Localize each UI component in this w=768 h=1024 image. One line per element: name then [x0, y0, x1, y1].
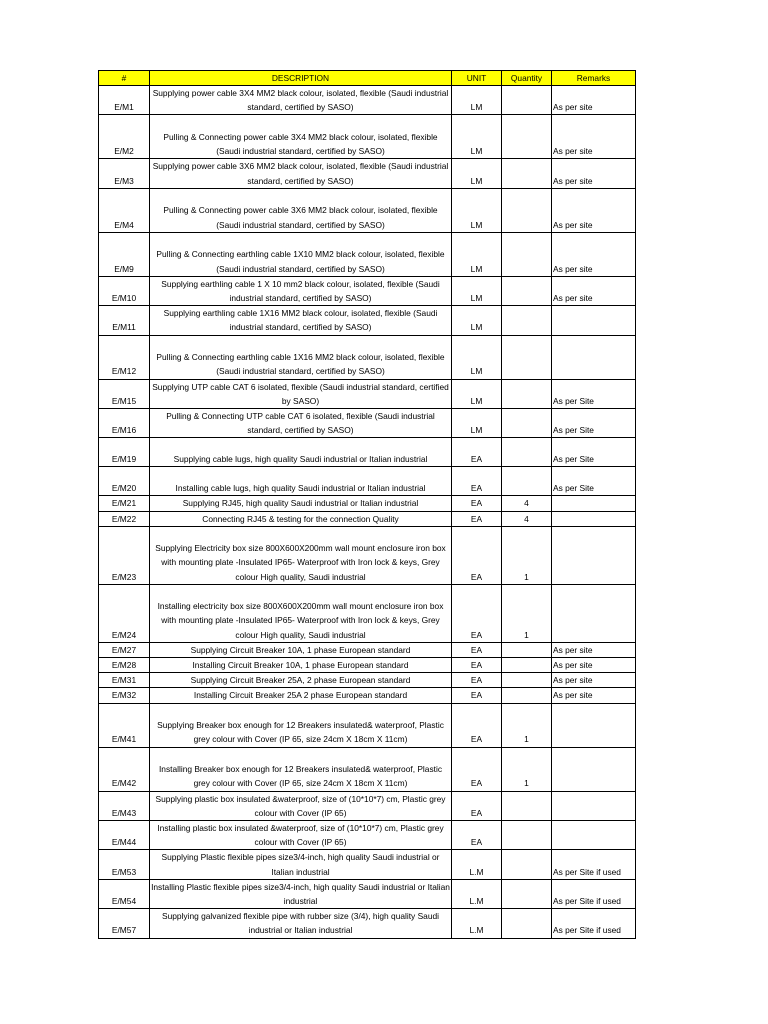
cell-unit: LM — [452, 409, 502, 438]
table-row — [99, 511, 636, 526]
cell-quantity — [502, 306, 552, 335]
cell-remarks — [552, 821, 636, 850]
cell-item-number: E/M23 — [99, 526, 150, 584]
table-row — [99, 791, 636, 820]
cell-remarks: As per site — [552, 688, 636, 703]
cell-unit: EA — [452, 688, 502, 703]
header-description: DESCRIPTION — [150, 71, 452, 86]
cell-description: Supplying galvanized flexible pipe with rubber size (3/4), high quality Saudi industrial or Italian industrial — [150, 909, 452, 938]
cell-remarks — [552, 584, 636, 642]
table-row — [99, 688, 636, 703]
cell-description: Supplying Circuit Breaker 25A, 2 phase European standard — [150, 673, 452, 688]
table-row — [99, 642, 636, 657]
cell-unit: EA — [452, 526, 502, 584]
cell-unit: EA — [452, 747, 502, 791]
cell-remarks: As per site — [552, 232, 636, 276]
table-row — [99, 879, 636, 908]
table-row — [99, 379, 636, 408]
cell-item-number: E/M31 — [99, 673, 150, 688]
cell-item-number: E/M27 — [99, 642, 150, 657]
cell-unit: EA — [452, 511, 502, 526]
cell-remarks — [552, 747, 636, 791]
cell-item-number: E/M12 — [99, 335, 150, 379]
cell-quantity — [502, 879, 552, 908]
cell-item-number: E/M32 — [99, 688, 150, 703]
cell-quantity — [502, 467, 552, 496]
header-remarks: Remarks — [552, 71, 636, 86]
cell-unit: L.M — [452, 879, 502, 908]
table-row — [99, 747, 636, 791]
cell-unit: EA — [452, 496, 502, 511]
table-row — [99, 467, 636, 496]
table-row — [99, 232, 636, 276]
cell-quantity — [502, 438, 552, 467]
cell-description: Supplying plastic box insulated &waterproof, size of (10*10*7) cm, Plastic grey colour with Cover (IP 65) — [150, 791, 452, 820]
cell-description: Supplying power cable 3X4 MM2 black colour, isolated, flexible (Saudi industrial standard, certified by SASO) — [150, 86, 452, 115]
cell-unit: EA — [452, 642, 502, 657]
cell-quantity: 1 — [502, 703, 552, 747]
cell-item-number: E/M15 — [99, 379, 150, 408]
cell-remarks: As per Site if used — [552, 850, 636, 879]
cell-description: Supplying earthling cable 1 X 10 mm2 black colour, isolated, flexible (Saudi industrial standard, certified by SASO) — [150, 276, 452, 305]
cell-description: Pulling & Connecting UTP cable CAT 6 isolated, flexible (Saudi industrial standard, certified by SASO) — [150, 409, 452, 438]
cell-unit: LM — [452, 306, 502, 335]
cell-remarks: As per site — [552, 276, 636, 305]
cell-description: Installing Breaker box enough for 12 Breakers insulated& waterproof, Plastic grey colour with Cover (IP 65, size 24cm X 18cm X 11cm) — [150, 747, 452, 791]
cell-unit: EA — [452, 791, 502, 820]
cell-remarks: As per site — [552, 658, 636, 673]
cell-unit: L.M — [452, 850, 502, 879]
cell-quantity — [502, 86, 552, 115]
cell-quantity — [502, 642, 552, 657]
cell-item-number: E/M3 — [99, 159, 150, 188]
cell-item-number: E/M54 — [99, 879, 150, 908]
table-row — [99, 86, 636, 115]
header-number: # — [99, 71, 150, 86]
cell-unit: EA — [452, 438, 502, 467]
cell-item-number: E/M21 — [99, 496, 150, 511]
cell-remarks: As per site — [552, 642, 636, 657]
cell-quantity — [502, 379, 552, 408]
cell-description: Supplying power cable 3X6 MM2 black colour, isolated, flexible (Saudi industrial standard, certified by SASO) — [150, 159, 452, 188]
cell-quantity: 4 — [502, 511, 552, 526]
cell-item-number: E/M24 — [99, 584, 150, 642]
cell-remarks: As per Site — [552, 379, 636, 408]
cell-unit: LM — [452, 159, 502, 188]
cell-description: Supplying Circuit Breaker 10A, 1 phase European standard — [150, 642, 452, 657]
cell-remarks — [552, 791, 636, 820]
cell-description: Supplying Breaker box enough for 12 Breakers insulated& waterproof, Plastic grey colour with Cover (IP 65, size 24cm X 18cm X 11cm) — [150, 703, 452, 747]
cell-unit: EA — [452, 467, 502, 496]
cell-unit: LM — [452, 276, 502, 305]
cell-quantity — [502, 232, 552, 276]
table-row — [99, 276, 636, 305]
cell-remarks: As per Site — [552, 409, 636, 438]
cell-unit: LM — [452, 232, 502, 276]
cell-remarks — [552, 526, 636, 584]
cell-remarks: As per Site if used — [552, 879, 636, 908]
cell-quantity — [502, 821, 552, 850]
cell-description: Supplying UTP cable CAT 6 isolated, flexible (Saudi industrial standard, certified by SASO) — [150, 379, 452, 408]
table-row — [99, 496, 636, 511]
cell-quantity — [502, 335, 552, 379]
cell-unit: LM — [452, 86, 502, 115]
cell-unit: LM — [452, 188, 502, 232]
cell-item-number: E/M11 — [99, 306, 150, 335]
table-row — [99, 821, 636, 850]
cell-item-number: E/M20 — [99, 467, 150, 496]
table-row — [99, 909, 636, 938]
table-row — [99, 526, 636, 584]
table-row — [99, 850, 636, 879]
header-row — [99, 71, 636, 86]
cell-remarks — [552, 335, 636, 379]
cell-unit: EA — [452, 658, 502, 673]
cell-unit: EA — [452, 584, 502, 642]
cell-item-number: E/M44 — [99, 821, 150, 850]
cell-remarks: As per Site if used — [552, 909, 636, 938]
table-body — [99, 86, 636, 939]
cell-remarks — [552, 496, 636, 511]
cell-remarks: As per site — [552, 673, 636, 688]
cell-item-number: E/M9 — [99, 232, 150, 276]
cell-item-number: E/M57 — [99, 909, 150, 938]
cell-unit: LM — [452, 115, 502, 159]
cell-description: Supplying earthling cable 1X16 MM2 black colour, isolated, flexible (Saudi industrial standard, certified by SASO) — [150, 306, 452, 335]
cell-remarks: As per Site — [552, 467, 636, 496]
cell-description: Pulling & Connecting power cable 3X4 MM2 black colour, isolated, flexible (Saudi industrial standard, certified by SASO) — [150, 115, 452, 159]
cell-item-number: E/M1 — [99, 86, 150, 115]
cell-item-number: E/M42 — [99, 747, 150, 791]
table-row — [99, 673, 636, 688]
table-row — [99, 703, 636, 747]
cell-description: Installing Plastic flexible pipes size3/4-inch, high quality Saudi industrial or Italian industrial — [150, 879, 452, 908]
cell-item-number: E/M16 — [99, 409, 150, 438]
cell-remarks: As per Site — [552, 438, 636, 467]
table-row — [99, 584, 636, 642]
cell-description: Supplying cable lugs, high quality Saudi industrial or Italian industrial — [150, 438, 452, 467]
cell-unit: EA — [452, 673, 502, 688]
cell-remarks: As per site — [552, 115, 636, 159]
cell-item-number: E/M2 — [99, 115, 150, 159]
cell-description: Supplying Plastic flexible pipes size3/4-inch, high quality Saudi industrial or Italian industrial — [150, 850, 452, 879]
cell-description: Supplying Electricity box size 800X600X200mm wall mount enclosure iron box with mounting plate -Insulated IP65- Waterproof with Iron lock & keys, Grey colour High quality, Saudi industrial — [150, 526, 452, 584]
cell-description: Pulling & Connecting earthling cable 1X16 MM2 black colour, isolated, flexible (Saudi industrial standard, certified by SASO) — [150, 335, 452, 379]
header-quantity: Quantity — [502, 71, 552, 86]
table-row — [99, 438, 636, 467]
cell-quantity — [502, 115, 552, 159]
cell-quantity — [502, 688, 552, 703]
cell-quantity — [502, 791, 552, 820]
cell-description: Installing plastic box insulated &waterproof, size of (10*10*7) cm, Plastic grey colour with Cover (IP 65) — [150, 821, 452, 850]
cell-quantity — [502, 658, 552, 673]
cell-quantity: 4 — [502, 496, 552, 511]
header-unit: UNIT — [452, 71, 502, 86]
cell-remarks: As per site — [552, 188, 636, 232]
cell-item-number: E/M22 — [99, 511, 150, 526]
table-row — [99, 409, 636, 438]
cell-quantity — [502, 409, 552, 438]
table-row — [99, 188, 636, 232]
cell-unit: LM — [452, 335, 502, 379]
table-row — [99, 306, 636, 335]
cell-unit: EA — [452, 703, 502, 747]
cell-remarks: As per site — [552, 86, 636, 115]
cell-unit: LM — [452, 379, 502, 408]
cell-quantity — [502, 159, 552, 188]
table-row — [99, 159, 636, 188]
cell-description: Installing cable lugs, high quality Saudi industrial or Italian industrial — [150, 467, 452, 496]
cell-quantity — [502, 909, 552, 938]
cell-description: Connecting RJ45 & testing for the connection Quality — [150, 511, 452, 526]
cell-description: Pulling & Connecting power cable 3X6 MM2 black colour, isolated, flexible (Saudi industrial standard, certified by SASO) — [150, 188, 452, 232]
cell-quantity — [502, 850, 552, 879]
cell-item-number: E/M10 — [99, 276, 150, 305]
cell-remarks — [552, 511, 636, 526]
cell-description: Installing Circuit Breaker 10A, 1 phase European standard — [150, 658, 452, 673]
cell-item-number: E/M28 — [99, 658, 150, 673]
cell-item-number: E/M53 — [99, 850, 150, 879]
cell-description: Pulling & Connecting earthling cable 1X10 MM2 black colour, isolated, flexible (Saudi industrial standard, certified by SASO) — [150, 232, 452, 276]
cell-item-number: E/M41 — [99, 703, 150, 747]
table-row — [99, 335, 636, 379]
cell-quantity — [502, 188, 552, 232]
cell-remarks — [552, 306, 636, 335]
cell-quantity: 1 — [502, 526, 552, 584]
cell-description: Supplying RJ45, high quality Saudi industrial or Italian industrial — [150, 496, 452, 511]
cell-quantity: 1 — [502, 584, 552, 642]
cell-unit: L.M — [452, 909, 502, 938]
cell-item-number: E/M4 — [99, 188, 150, 232]
cell-description: Installing Circuit Breaker 25A 2 phase European standard — [150, 688, 452, 703]
table-row — [99, 658, 636, 673]
cell-item-number: E/M19 — [99, 438, 150, 467]
cell-quantity — [502, 673, 552, 688]
bill-of-quantities-table — [98, 70, 636, 939]
cell-unit: EA — [452, 821, 502, 850]
cell-item-number: E/M43 — [99, 791, 150, 820]
cell-remarks: As per site — [552, 159, 636, 188]
cell-remarks — [552, 703, 636, 747]
table-row — [99, 115, 636, 159]
cell-description: Installing electricity box size 800X600X200mm wall mount enclosure iron box with mounting plate -Insulated IP65- Waterproof with Iron lock & keys, Grey colour High quality, Saudi industrial — [150, 584, 452, 642]
cell-quantity: 1 — [502, 747, 552, 791]
cell-quantity — [502, 276, 552, 305]
